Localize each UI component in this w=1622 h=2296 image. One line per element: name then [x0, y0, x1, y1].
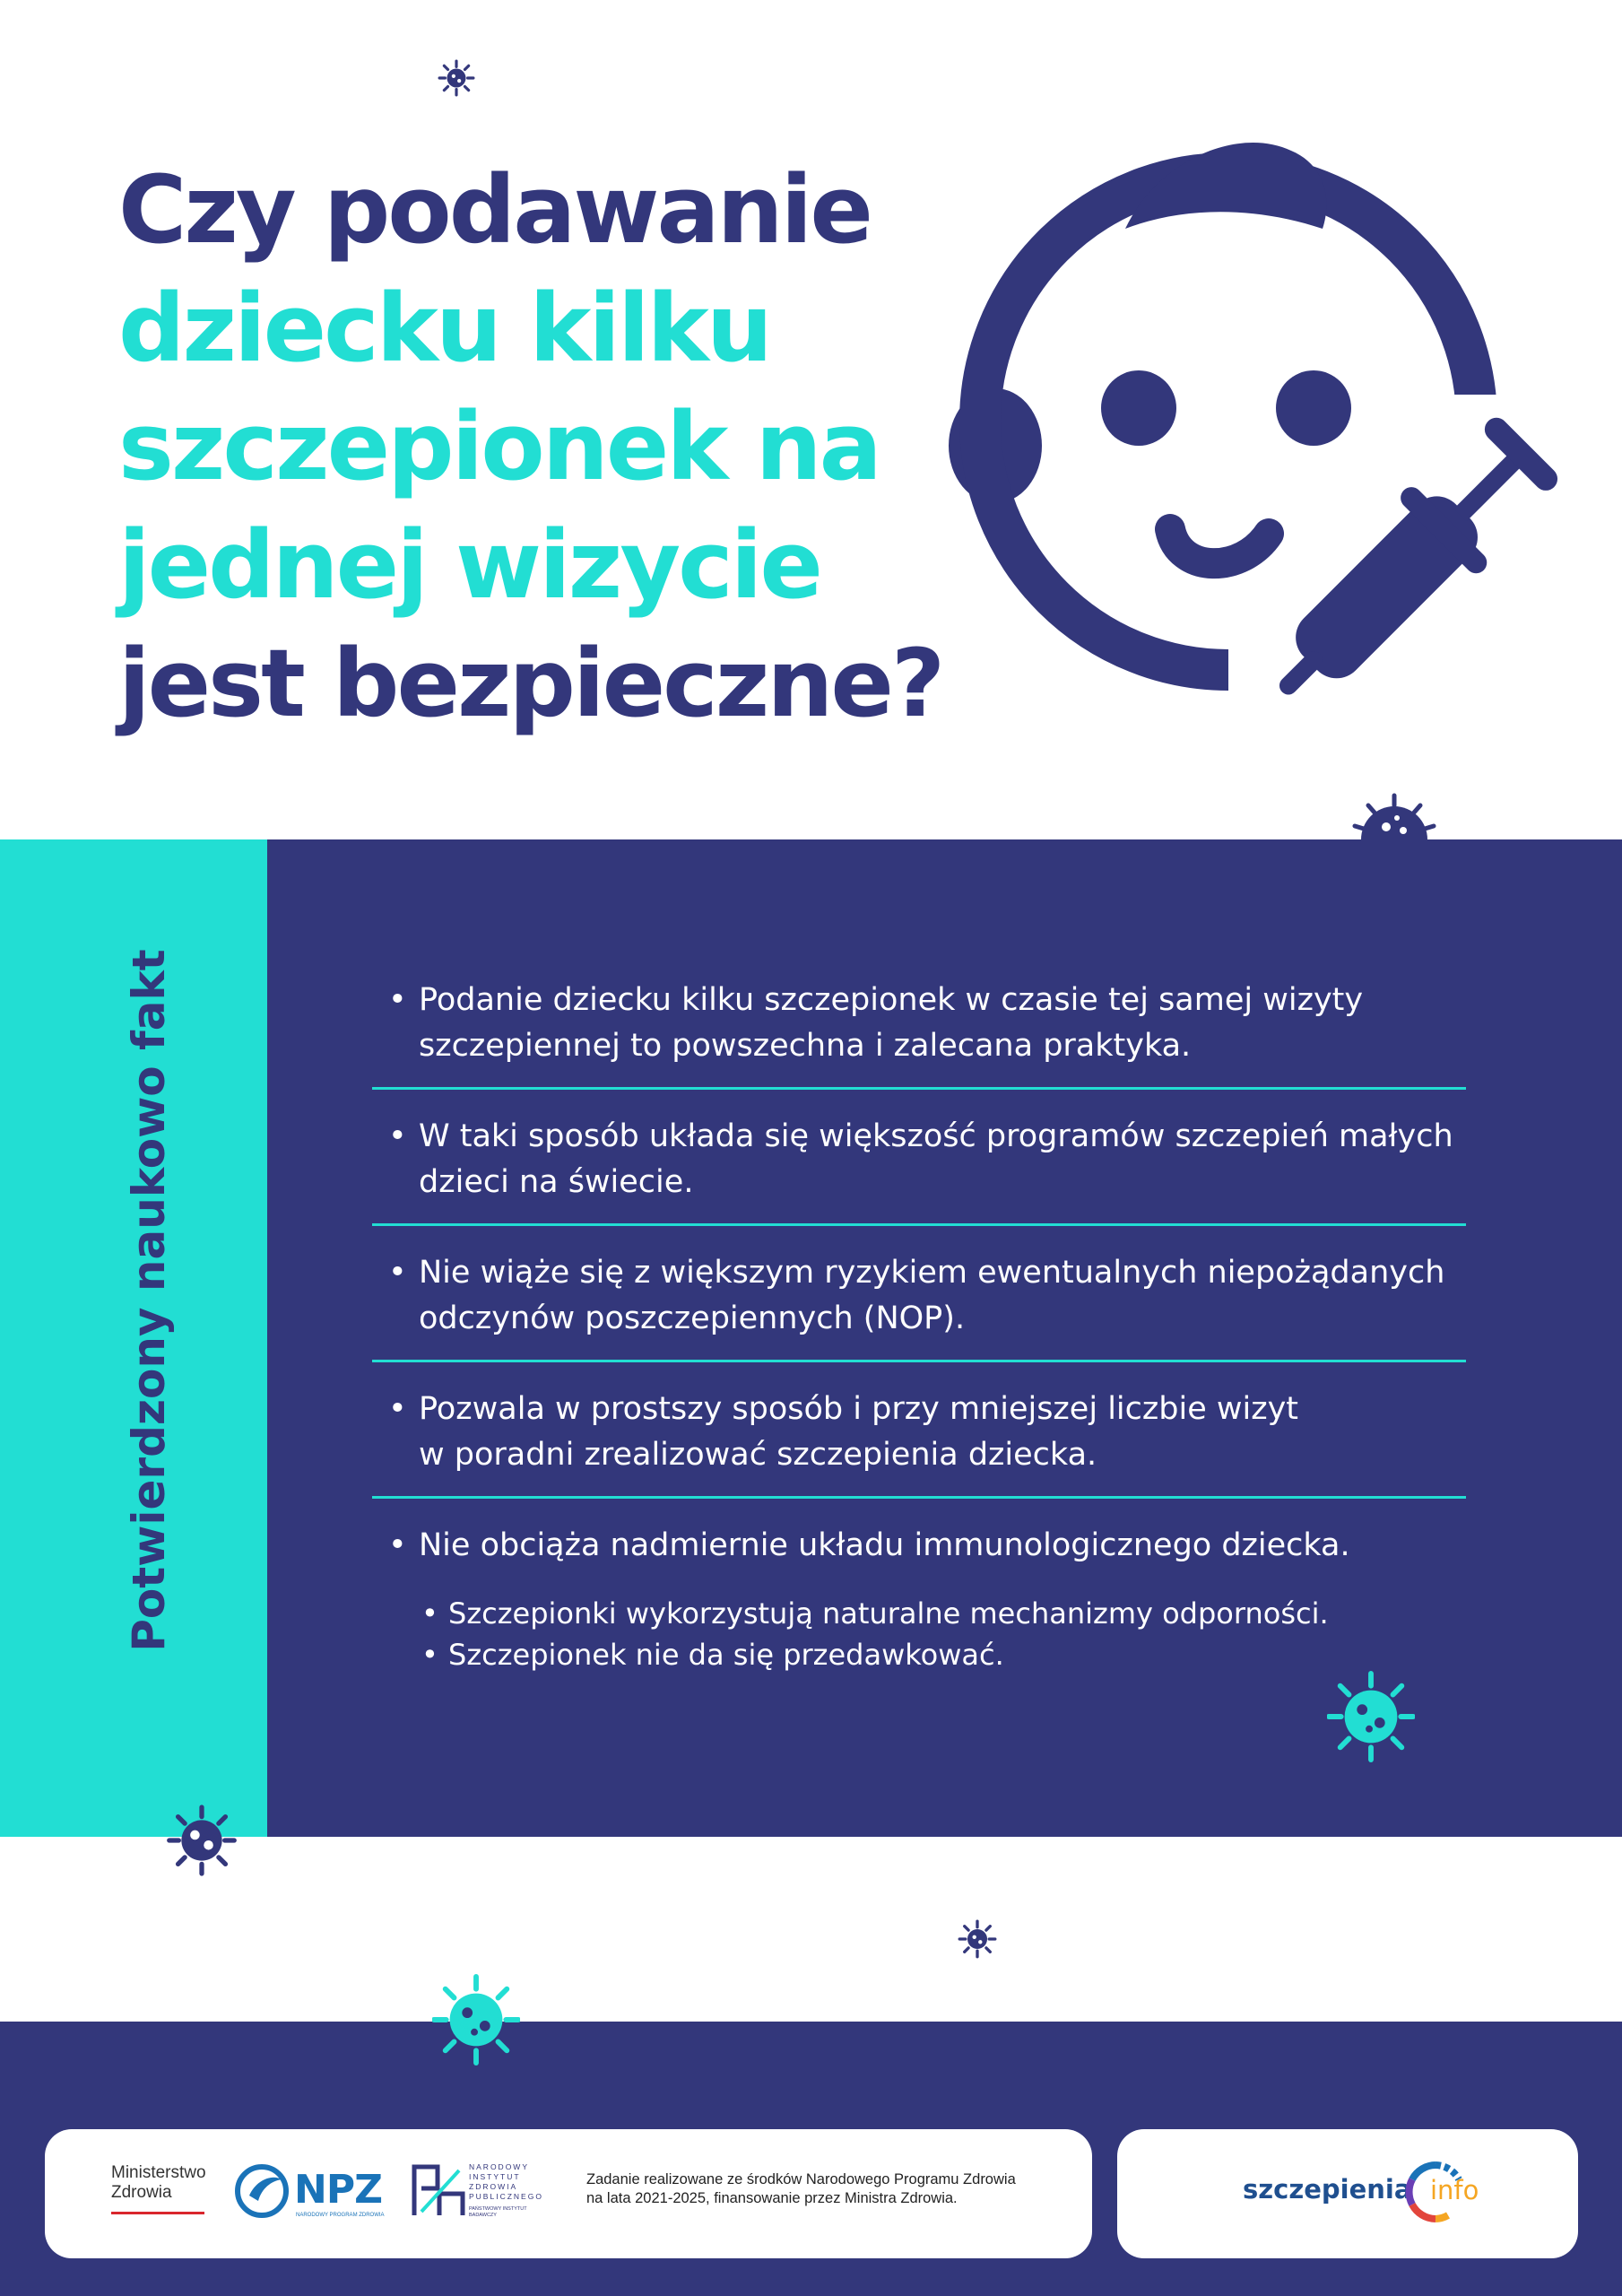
nizp-logo-line: ZDROWIA	[469, 2182, 518, 2191]
npz-logo-text: NPZ	[294, 2167, 382, 2213]
page-title	[118, 151, 943, 743]
npz-logo-subtitle: NARODOWY PROGRAM ZDROWIA	[296, 2213, 385, 2218]
facts-list	[372, 978, 1466, 1569]
nizp-logo-icon	[411, 2161, 466, 2221]
sub-list-item: • Szczepionek nie da się przedawkować.	[418, 1634, 1404, 1675]
subfacts-list	[418, 1593, 1404, 1675]
sub-list-item: • Szczepionki wykorzystują naturalne mechanizmy odporności.	[418, 1593, 1404, 1634]
baby-face-with-syringe-icon	[932, 135, 1578, 762]
virus-icon	[1352, 793, 1436, 839]
fact-line: odczynów poszczepiennych (NOP).	[419, 1300, 966, 1336]
brand-suffix: info	[1430, 2175, 1479, 2205]
ministry-logo	[111, 2163, 206, 2203]
nizp-logo-sub-line: BADAWCZY	[469, 2213, 497, 2218]
title-line-2: dziecku kilku	[118, 274, 770, 383]
nizp-logo-text	[469, 2162, 543, 2202]
fact-line: • W taki sposób układa się większość programów szczepień małych	[419, 1118, 1453, 1154]
title-line-3: szczepionek na	[118, 392, 880, 501]
funding-note-line: na lata 2021-2025, finansowanie przez Ministra Zdrowia.	[586, 2190, 958, 2206]
nizp-logo-subtitle	[469, 2206, 527, 2219]
brand-name: szczepienia	[1243, 2174, 1412, 2205]
title-line-4: jednej wizycie	[118, 510, 820, 620]
fact-line: • Nie wiąże się z większym ryzykiem ewentualnych niepożądanych	[419, 1255, 1445, 1291]
fact-line: • Podanie dziecku kilku szczepionek w czasie tej samej wizyty	[419, 982, 1364, 1018]
list-item	[372, 978, 1466, 1090]
funding-note	[586, 2170, 1053, 2208]
virus-icon	[958, 1919, 997, 1959]
ministry-logo-underline	[111, 2212, 204, 2214]
ministry-logo-line: Ministerstwo	[111, 2163, 206, 2182]
ministry-logo-line: Zdrowia	[111, 2183, 172, 2202]
nizp-logo-line: INSTYTUT	[469, 2172, 521, 2181]
list-item	[372, 1362, 1466, 1499]
fact-line: • Nie obciąża nadmiernie układu immunologicznego dziecka.	[419, 1527, 1350, 1563]
nizp-logo-sub-line: PAŃSTWOWY INSTYTUT	[469, 2206, 527, 2212]
virus-icon	[165, 1805, 239, 1876]
fact-line: szczepiennej to powszechna i zalecana praktyka.	[419, 1028, 1192, 1064]
nizp-logo-line: NARODOWY	[469, 2162, 529, 2171]
fact-line: dzieci na świecie.	[419, 1164, 694, 1200]
title-line-1: Czy podawanie	[118, 155, 871, 265]
list-item	[372, 1499, 1466, 1569]
funding-note-line: Zadanie realizowane ze środków Narodowego Programu Zdrowia	[586, 2171, 1016, 2187]
fact-line: • Pozwala w prostszy sposób i przy mniejszej liczbie wizyt	[419, 1391, 1299, 1427]
virus-icon	[1327, 1670, 1415, 1763]
list-item	[372, 1226, 1466, 1362]
fact-line: w poradni zrealizować szczepienia dziecka.	[419, 1437, 1097, 1473]
nizp-logo-line: PUBLICZNEGO	[469, 2192, 543, 2201]
side-label: Potwierdzony naukowo fakt	[123, 949, 175, 1652]
virus-icon	[432, 1973, 520, 2066]
virus-icon	[438, 59, 475, 97]
list-item	[372, 1090, 1466, 1226]
title-line-5: jest bezpieczne?	[118, 629, 943, 738]
